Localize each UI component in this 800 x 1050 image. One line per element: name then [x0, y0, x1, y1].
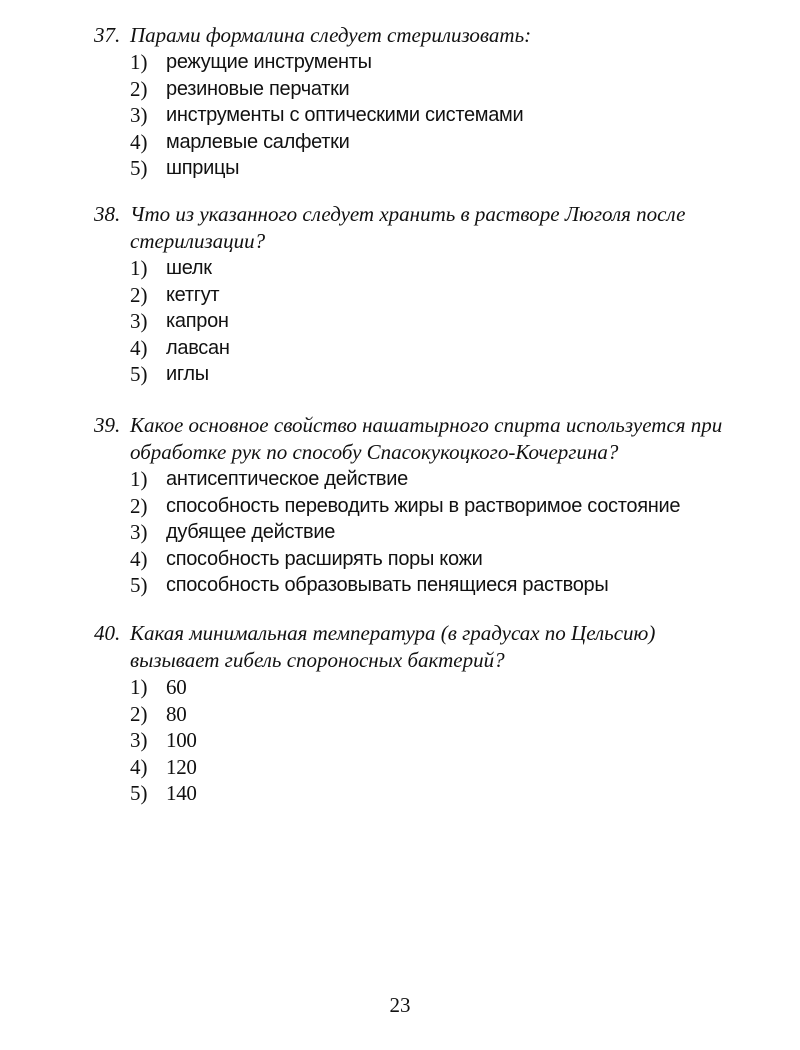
- option-text: кетгут: [166, 283, 220, 306]
- option-number: 1): [130, 467, 148, 491]
- option-text: шприцы: [166, 157, 240, 179]
- answer-option: [94, 49, 734, 76]
- answer-option: [94, 76, 734, 103]
- option-number: 3): [130, 520, 148, 544]
- answer-option: [94, 546, 734, 573]
- option-text: способность образовывать пенящиеся растворы: [166, 574, 609, 596]
- option-text: режущие инструменты: [166, 51, 372, 73]
- answer-options: [94, 466, 734, 599]
- answer-option: [94, 102, 734, 129]
- answer-option: [94, 493, 734, 520]
- question-40: [94, 620, 734, 807]
- answer-option: [94, 727, 734, 754]
- option-number: 4): [130, 129, 148, 154]
- answer-option: [94, 466, 734, 493]
- option-number: 2): [130, 701, 148, 726]
- question-number: 40.: [94, 621, 121, 645]
- answer-option: [94, 674, 734, 701]
- answer-options: [94, 49, 734, 182]
- option-text: лавсан: [166, 336, 230, 359]
- question-37: [94, 22, 734, 182]
- option-number: 3): [130, 728, 148, 752]
- option-number: 5): [130, 362, 148, 386]
- answer-options: [94, 674, 734, 807]
- option-number: 1): [130, 675, 148, 699]
- answer-option: [94, 155, 734, 182]
- option-number: 2): [130, 76, 148, 101]
- question-header: [94, 620, 734, 674]
- page-number: 23: [389, 993, 411, 1017]
- option-text: 120: [166, 754, 197, 779]
- option-text: 80: [166, 701, 187, 726]
- question-number: 39.: [94, 413, 121, 437]
- answer-option: [94, 780, 734, 807]
- option-number: 5): [130, 156, 148, 180]
- option-number: 2): [130, 282, 148, 307]
- answer-option: [94, 701, 734, 728]
- answer-option: [94, 282, 734, 309]
- question-text: Какое основное свойство нашатырного спирта используется при обработке рук по способу Спасокукоцкого-Кочергина?: [130, 413, 723, 464]
- answer-option: [94, 308, 734, 335]
- option-number: 4): [130, 754, 148, 779]
- question-text: Парами формалина следует стерилизовать:: [130, 23, 532, 47]
- option-number: 5): [130, 573, 148, 597]
- question-number: 38.: [94, 202, 121, 226]
- option-number: 3): [130, 309, 148, 333]
- answer-option: [94, 572, 734, 599]
- option-number: 1): [130, 50, 148, 74]
- option-number: 1): [130, 256, 148, 280]
- option-text: 140: [166, 781, 197, 805]
- question-39: [94, 412, 734, 599]
- option-text: марлевые салфетки: [166, 130, 350, 153]
- answer-option: [94, 519, 734, 546]
- option-text: способность переводить жиры в растворимое состояние: [166, 494, 681, 517]
- option-number: 2): [130, 493, 148, 518]
- option-text: антисептическое действие: [166, 468, 408, 490]
- option-number: 4): [130, 546, 148, 571]
- option-text: иглы: [166, 363, 209, 385]
- answer-option: [94, 335, 734, 362]
- option-number: 5): [130, 781, 148, 805]
- option-text: капрон: [166, 310, 229, 332]
- answer-option: [94, 361, 734, 388]
- option-text: резиновые перчатки: [166, 77, 350, 100]
- option-text: 100: [166, 728, 197, 752]
- option-text: 60: [166, 675, 187, 699]
- question-header: [94, 412, 734, 466]
- question-header: [94, 22, 734, 49]
- option-number: 4): [130, 335, 148, 360]
- option-text: дубящее действие: [166, 521, 336, 543]
- question-text: Что из указанного следует хранить в растворе Люголя после стерилизации?: [130, 202, 686, 253]
- answer-option: [94, 754, 734, 781]
- option-number: 3): [130, 103, 148, 127]
- answer-option: [94, 255, 734, 282]
- question-number: 37.: [94, 23, 121, 47]
- option-text: инструменты с оптическими системами: [166, 104, 524, 126]
- question-text: Какая минимальная температура (в градусах по Цельсию) вызывает гибель спороносных бактерий?: [130, 621, 656, 672]
- question-38: [94, 201, 734, 388]
- option-text: шелк: [166, 257, 212, 279]
- option-text: способность расширять поры кожи: [166, 547, 483, 570]
- question-header: [94, 201, 734, 255]
- answer-options: [94, 255, 734, 388]
- answer-option: [94, 129, 734, 156]
